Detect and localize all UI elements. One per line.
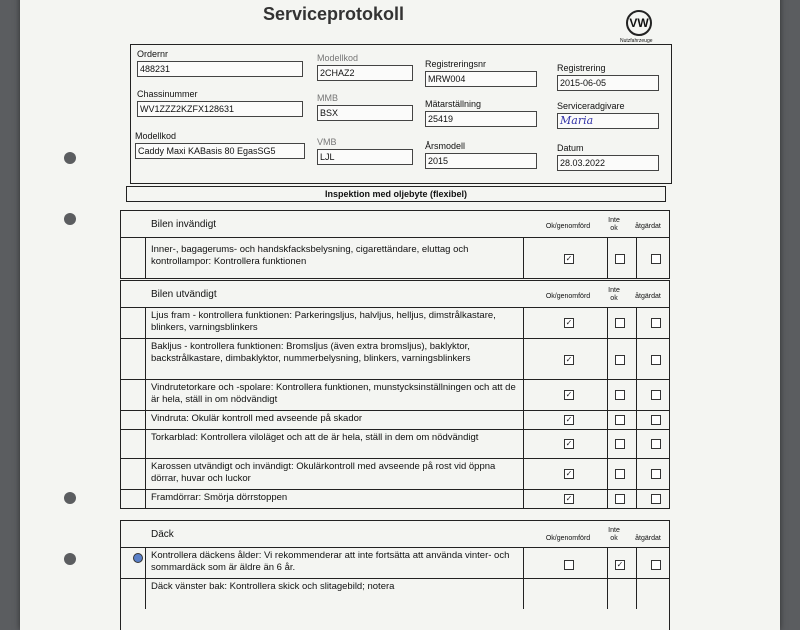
ok-checkbox[interactable]: ✓: [565, 494, 573, 503]
inte-ok-checkbox[interactable]: [615, 390, 625, 400]
modell-field: Modellkod Caddy Maxi KABasis 80 EgasSG5: [135, 131, 305, 159]
brand-label: Nutzfahrzeuge: [620, 38, 653, 44]
section-bilen-utvandigt: [120, 280, 670, 509]
inte-ok-checkbox[interactable]: [615, 318, 625, 328]
modellkod-field: Modellkod 2CHAZ2: [317, 53, 413, 81]
section-title: Däck Ok/genomförd Inte ok åtgärdat: [121, 521, 669, 548]
mmb-field: MMB BSX: [317, 93, 413, 121]
section-title: Bilen utvändigt Ok/genomförd Inte ok åtgärdat: [121, 281, 669, 308]
ok-checkbox[interactable]: [564, 560, 574, 570]
punch-hole: [64, 553, 76, 565]
ok-checkbox[interactable]: ✓: [565, 390, 573, 399]
inte-ok-checkbox[interactable]: ✓: [616, 560, 624, 569]
atgardat-checkbox[interactable]: [651, 390, 661, 400]
inte-ok-checkbox[interactable]: [615, 439, 625, 449]
section-title: Bilen invändigt Ok/genomförd Inte ok åtgärdat: [121, 211, 669, 238]
checklist-row: Vindrutetorkare och -spolare: Kontrollera funktionen, munstycksinställningen och att de är hela, ställ in om nödvändigt ✓: [121, 380, 669, 411]
checklist-row: Karossen utvändigt och invändigt: Okulärkontroll med avseende på rost vid öppna dörrar, huvar och luckor ✓: [121, 459, 669, 490]
section-bilen-invandigt: [120, 210, 670, 279]
ok-checkbox[interactable]: ✓: [565, 469, 573, 478]
atgardat-checkbox[interactable]: [651, 318, 661, 328]
checklist-row: Inner-, bagagerums- och handskfacksbelysning, cigarettändare, eluttag och kontrollampor: Kontrollera funktionen ✓: [121, 238, 669, 278]
punch-hole: [64, 492, 76, 504]
registrering-field: Registrering 2015-06-05: [557, 63, 659, 91]
checklist-row: Framdörrar: Smörja dörrstoppen ✓: [121, 490, 669, 508]
ok-checkbox[interactable]: ✓: [565, 415, 573, 424]
ok-checkbox[interactable]: ✓: [565, 439, 573, 448]
ok-checkbox[interactable]: ✓: [565, 355, 573, 364]
atgardat-checkbox[interactable]: [651, 415, 661, 425]
regnr-field: Registreringsnr MRW004: [425, 59, 537, 87]
section-dack: [120, 520, 670, 630]
punch-hole: [64, 152, 76, 164]
checklist-row: Däck vänster bak: Kontrollera skick och slitagebild; notera: [121, 579, 669, 609]
atgardat-checkbox[interactable]: [651, 494, 661, 504]
checklist-row: Kontrollera däckens ålder: Vi rekommenderar att inte fortsätta att använda vinter- och sommardäck som är äldre än 6 år. ✓: [121, 548, 669, 579]
checklist-row: Ljus fram - kontrollera funktionen: Parkeringsljus, halvljus, helljus, dimstrålkastare, blinkers, varningsblinkers ✓: [121, 308, 669, 339]
page-title: Serviceprotokoll: [263, 4, 405, 24]
ok-checkbox[interactable]: ✓: [565, 318, 573, 327]
vmb-field: VMB LJL: [317, 137, 413, 165]
matarstallning-field: Mätarställning 25419: [425, 99, 537, 127]
checklist-row: Bakljus - kontrollera funktionen: Bromsljus (även extra bromsljus), baklyktor, backstrålkastare, dimbaklyktor, nummerbelysning, blinkers, varningsblinkers ✓: [121, 339, 669, 380]
inspection-header: Inspektion med oljebyte (flexibel): [126, 186, 666, 202]
selected-row-marker[interactable]: [133, 553, 143, 563]
datum-field: Datum 28.03.2022: [557, 143, 659, 171]
atgardat-checkbox[interactable]: [651, 469, 661, 479]
inte-ok-checkbox[interactable]: [615, 254, 625, 264]
ordernr-field: Ordernr 488231: [137, 49, 303, 77]
inte-ok-checkbox[interactable]: [615, 415, 625, 425]
inte-ok-checkbox[interactable]: [615, 494, 625, 504]
atgardat-checkbox[interactable]: [651, 355, 661, 365]
chassi-field: Chassinummer WV1ZZZ2KZFX128631: [137, 89, 303, 117]
service-protocol-sheet: [20, 0, 780, 630]
atgardat-checkbox[interactable]: [651, 560, 661, 570]
checklist-row: Torkarblad: Kontrollera viloläget och att de är hela, ställ in dem om nödvändigt ✓: [121, 430, 669, 459]
arsmodell-field: Årsmodell 2015: [425, 141, 537, 169]
ok-checkbox[interactable]: ✓: [565, 254, 573, 263]
atgardat-checkbox[interactable]: [651, 439, 661, 449]
checklist-row: Vindruta: Okulär kontroll med avseende på skador ✓: [121, 411, 669, 430]
inte-ok-checkbox[interactable]: [615, 355, 625, 365]
inte-ok-checkbox[interactable]: [615, 469, 625, 479]
punch-hole: [64, 213, 76, 225]
atgardat-checkbox[interactable]: [651, 254, 661, 264]
serviceradgivare-field: Serviceradgivare Maria: [557, 101, 659, 129]
vehicle-info-box: [130, 44, 672, 184]
vw-logo: VW: [626, 10, 652, 36]
